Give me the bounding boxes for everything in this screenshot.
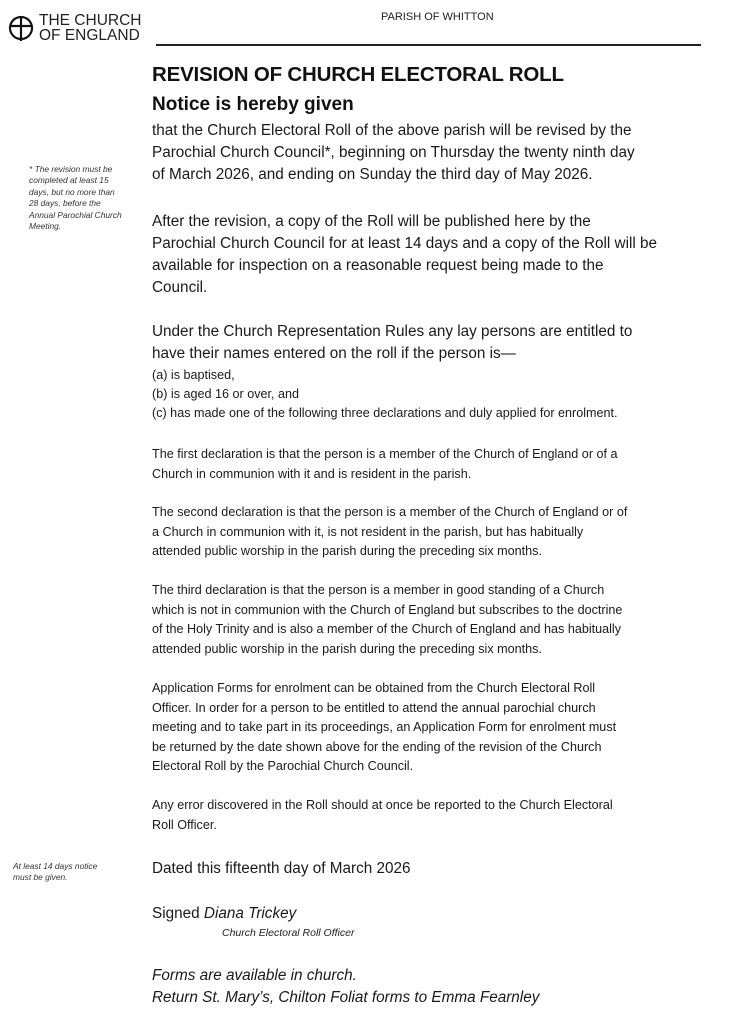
logo-text <box>39 13 141 43</box>
logo-line-2: OF ENGLAND <box>39 27 140 44</box>
text-line: of March 2026, and ending on Sunday the third day of May 2026. <box>152 166 593 183</box>
note-line: Annual Parochial Church <box>29 209 122 220</box>
application-paragraph <box>152 679 712 777</box>
signed-label: Signed <box>152 905 200 922</box>
text-line: The third declaration is that the person is a member in good standing of a Church <box>152 583 605 597</box>
text-line: After the revision, a copy of the Roll will be published here by the <box>152 213 591 230</box>
notice-subtitle: Notice is hereby given <box>152 94 354 115</box>
text-line: Electoral Roll by the Parochial Church Council. <box>152 759 414 774</box>
conditions-list <box>152 366 712 423</box>
text-line: meeting and to take part in its proceedings, an Application Form for enrolment must <box>152 720 617 735</box>
officer-title: Church Electoral Roll Officer <box>222 927 355 939</box>
error-paragraph <box>152 796 712 835</box>
note-line: must be given. <box>13 872 68 883</box>
forms-info <box>152 965 712 1009</box>
after-revision-paragraph <box>152 211 712 299</box>
logo-line-1: THE CHURCH <box>39 12 142 29</box>
text-line: Parochial Church Council for at least 14 days and a copy of the Roll will be <box>152 235 658 252</box>
forms-line-2: Return St. Mary’s, Chilton Foliat forms to Emma Fearnley <box>152 989 540 1006</box>
text-line: The first declaration is that the person is a member of the Church of England or of a <box>152 447 618 461</box>
note-line: days, but no more than <box>29 186 115 197</box>
third-declaration <box>152 581 712 659</box>
text-line: of the Holy Trinity and is also a member of the Church of England and has habitually <box>152 622 622 637</box>
condition-item: (c) has made one of the following three declarations and duly applied for enrolment. <box>152 406 618 420</box>
notice-period-margin-note <box>13 861 133 884</box>
second-declaration <box>152 503 712 562</box>
rules-paragraph <box>152 321 712 365</box>
note-line: At least 14 days notice <box>13 861 98 871</box>
text-line: Roll Officer. <box>152 817 217 832</box>
parish-name: PARISH OF WHITTON <box>381 11 494 23</box>
signer-name: Diana Trickey <box>203 905 297 922</box>
text-line: a Church in communion with it, is not resident in the parish, but has habitually <box>152 524 584 539</box>
text-line: which is not in communion with the Church of England but subscribes to the doctrine <box>152 602 623 617</box>
note-line: completed at least 15 <box>29 175 109 186</box>
cross-circle-icon <box>7 14 35 42</box>
text-line: Any error discovered in the Roll should at once be reported to the Church Electoral <box>152 798 613 812</box>
signature-line <box>152 903 712 925</box>
church-of-england-logo <box>7 13 141 43</box>
first-declaration <box>152 445 712 484</box>
text-line: attended public worship in the parish during the preceding six months. <box>152 544 542 559</box>
forms-line-1: Forms are available in church. <box>152 967 357 984</box>
note-line: 28 days, before the <box>29 198 101 209</box>
condition-item: (a) is baptised, <box>152 368 235 382</box>
text-line: Council. <box>152 279 208 296</box>
note-line: Meeting. <box>29 221 62 232</box>
text-line: Under the Church Representation Rules any lay persons are entitled to <box>152 323 633 340</box>
dated-line: Dated this fifteenth day of March 2026 <box>152 860 411 877</box>
intro-paragraph <box>152 120 712 186</box>
text-line: be returned by the date shown above for the ending of the revision of the Church <box>152 739 602 754</box>
note-line: * The revision must be <box>29 164 113 174</box>
text-line: available for inspection on a reasonable request being made to the <box>152 257 604 274</box>
revision-margin-note <box>29 164 139 232</box>
text-line: that the Church Electoral Roll of the above parish will be revised by the <box>152 122 632 139</box>
text-line: Church in communion with it and is resident in the parish. <box>152 466 472 481</box>
header-divider <box>156 44 701 46</box>
condition-item: (b) is aged 16 or over, and <box>152 387 300 401</box>
text-line: have their names entered on the roll if the person is— <box>152 345 516 362</box>
text-line: Application Forms for enrolment can be obtained from the Church Electoral Roll <box>152 681 596 695</box>
text-line: Officer. In order for a person to be entitled to attend the annual parochial church <box>152 700 596 715</box>
notice-title: REVISION OF CHURCH ELECTORAL ROLL <box>152 63 564 86</box>
text-line: The second declaration is that the person is a member of the Church of England or of <box>152 505 628 519</box>
text-line: Parochial Church Council*, beginning on Thursday the twenty ninth day <box>152 144 635 161</box>
text-line: attended public worship in the parish during the preceding six months. <box>152 641 542 656</box>
